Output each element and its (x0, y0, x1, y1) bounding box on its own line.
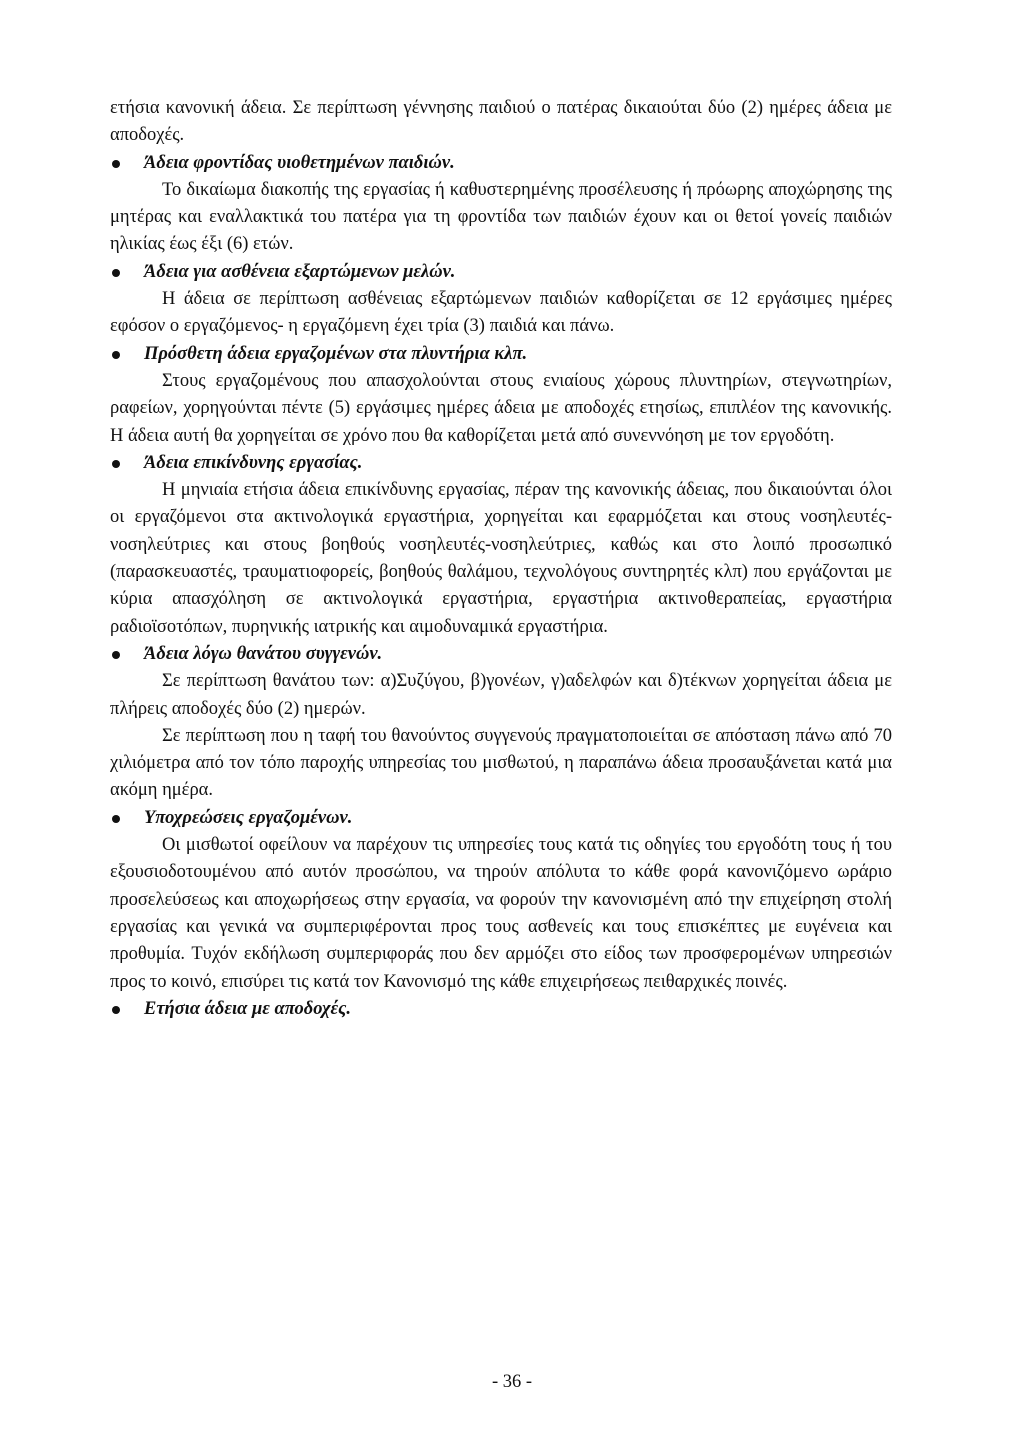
heading-text: Πρόσθετη άδεια εργαζομένων στα πλυντήρια κλπ. (144, 343, 528, 364)
heading-hazardous-work-leave (110, 450, 892, 477)
heading-text: Άδεια λόγω θανάτου συγγενών. (144, 643, 383, 664)
heading-text: Ετήσια άδεια με αποδοχές. (144, 998, 352, 1019)
heading-text: Άδεια φροντίδας υιοθετημένων παιδιών. (144, 152, 455, 173)
bullet-icon (112, 460, 120, 468)
heading-text: Άδεια επικίνδυνης εργασίας. (144, 452, 363, 473)
heading-text: Άδεια για ασθένεια εξαρτώμενων μελών. (144, 261, 456, 282)
paragraph-annual-leave-end: ετήσια κανονική άδεια. Σε περίπτωση γέννησης παιδιού ο πατέρας δικαιούται δύο (2) ημέρες άδεια με αποδοχές. (110, 98, 892, 146)
heading-annual-paid-leave (110, 996, 892, 1023)
heading-text: Υποχρεώσεις εργαζομένων. (144, 807, 353, 828)
paragraph-bereavement-distance: Σε περίπτωση που η ταφή του θανούντος συγγενούς πραγματοποιείται σε απόσταση πάνω από 70 χιλιόμετρα από τον τόπο παροχής υπηρεσίας του μισθωτού, η παραπάνω άδεια προσαυξάνεται κατά μια ακόμη ημέρα. (110, 725, 892, 801)
heading-laundry-workers-leave (110, 341, 892, 368)
paragraph-dependent-illness: Η άδεια σε περίπτωση ασθένειας εξαρτώμενων παιδιών καθορίζεται σε 12 εργάσιμες ημέρες εφόσον ο εργαζόμενος- η εργαζόμενη έχει τρία (3) παιδιά και πάνω. (110, 289, 892, 337)
bullet-icon (112, 351, 120, 359)
page-number: - 36 - (491, 1372, 533, 1392)
bullet-icon (112, 651, 120, 659)
paragraph-laundry-workers: Στους εργαζομένους που απασχολούνται στους ενιαίους χώρους πλυντηρίων, στεγνωτηρίων, ραφείων, χορηγούνται πέντε (5) εργάσιμες ημέρες άδεια με αποδοχές ετησίως, επιπλέον της κανονικής. Η άδεια αυτή θα χορηγείται σε χρόνο που θα καθορίζεται μετά από συνεννόηση με τον εργοδότη. (110, 370, 892, 446)
heading-employee-obligations (110, 805, 892, 832)
bullet-icon (112, 815, 120, 823)
bullet-icon (112, 269, 120, 277)
paragraph-adoptive-parents: Το δικαίωμα διακοπής της εργασίας ή καθυστερημένης προσέλευσης ή πρόωρης αποχώρησης της μητέρας και εναλλακτικά του πατέρα για τη φροντίδα των παιδιών έχουν και οι θετοί γονείς παιδιών ηλικίας έως έξι (6) ετών. (110, 179, 892, 255)
paragraph-bereavement-relatives: Σε περίπτωση θανάτου των: α)Συζύγου, β)γονέων, γ)αδελφών και δ)τέκνων χορηγείται άδεια με πλήρεις αποδοχές δύο (2) ημερών. (110, 671, 892, 719)
paragraph-employee-obligations: Οι μισθωτοί οφείλουν να παρέχουν τις υπηρεσίες τους κατά τις οδηγίες του εργοδότη τους ή του εξουσιοδοτουμένου από αυτόν προσώπου, να τηρούν απόλυτα το κάθε φορά κανονιζόμενο ωράριο προσελεύσεως και αποχωρήσεως στην εργασία, να φορούν την κανονισμένη από την επιχείρηση στολή εργασίας και γενικά να συμπεριφέρονται προς τους ασθενείς και τους επισκέπτες με ευγένεια και προθυμία. Τυχόν εκδήλωση συμπεριφοράς που δεν αρμόζει στο είδος των προσφερομένων υπηρεσιών προς το κοινό, επισύρει τις κατά τον Κανονισμό της κάθε επιχειρήσεως πειθαρχικές ποινές. (110, 835, 892, 992)
heading-adoptive-children-care-leave (110, 150, 892, 177)
heading-dependent-illness-leave (110, 259, 892, 286)
document-body (110, 95, 892, 1023)
paragraph-hazardous-work: Η μηνιαία ετήσια άδεια επικίνδυνης εργασίας, πέραν της κανονικής άδειας, που δικαιούνται όλοι οι εργαζόμενοι στα ακτινολογικά εργαστήρια, χορηγείται και εφαρμόζεται και στους νοσηλευτές-νοσηλεύτριες και στους βοηθούς νοσηλευτές-νοσηλεύτριες, καθώς και στο λοιπό προσωπικό (παρασκευαστές, τραυματιοφορείς, βοηθούς θαλάμου, τεχνολόγους συντηρητές κλπ) που εργάζονται με κύρια απασχόληση σε ακτινολογικά εργαστήρια, εργαστήρια ακτινοθεραπείας, εργαστήρια ραδιοϊσοτόπων, πυρηνικής ιατρικής και αιμοδυναμικά εργαστήρια. (110, 480, 892, 637)
bullet-icon (112, 1006, 120, 1014)
bullet-icon (112, 160, 120, 168)
heading-bereavement-leave (110, 641, 892, 668)
